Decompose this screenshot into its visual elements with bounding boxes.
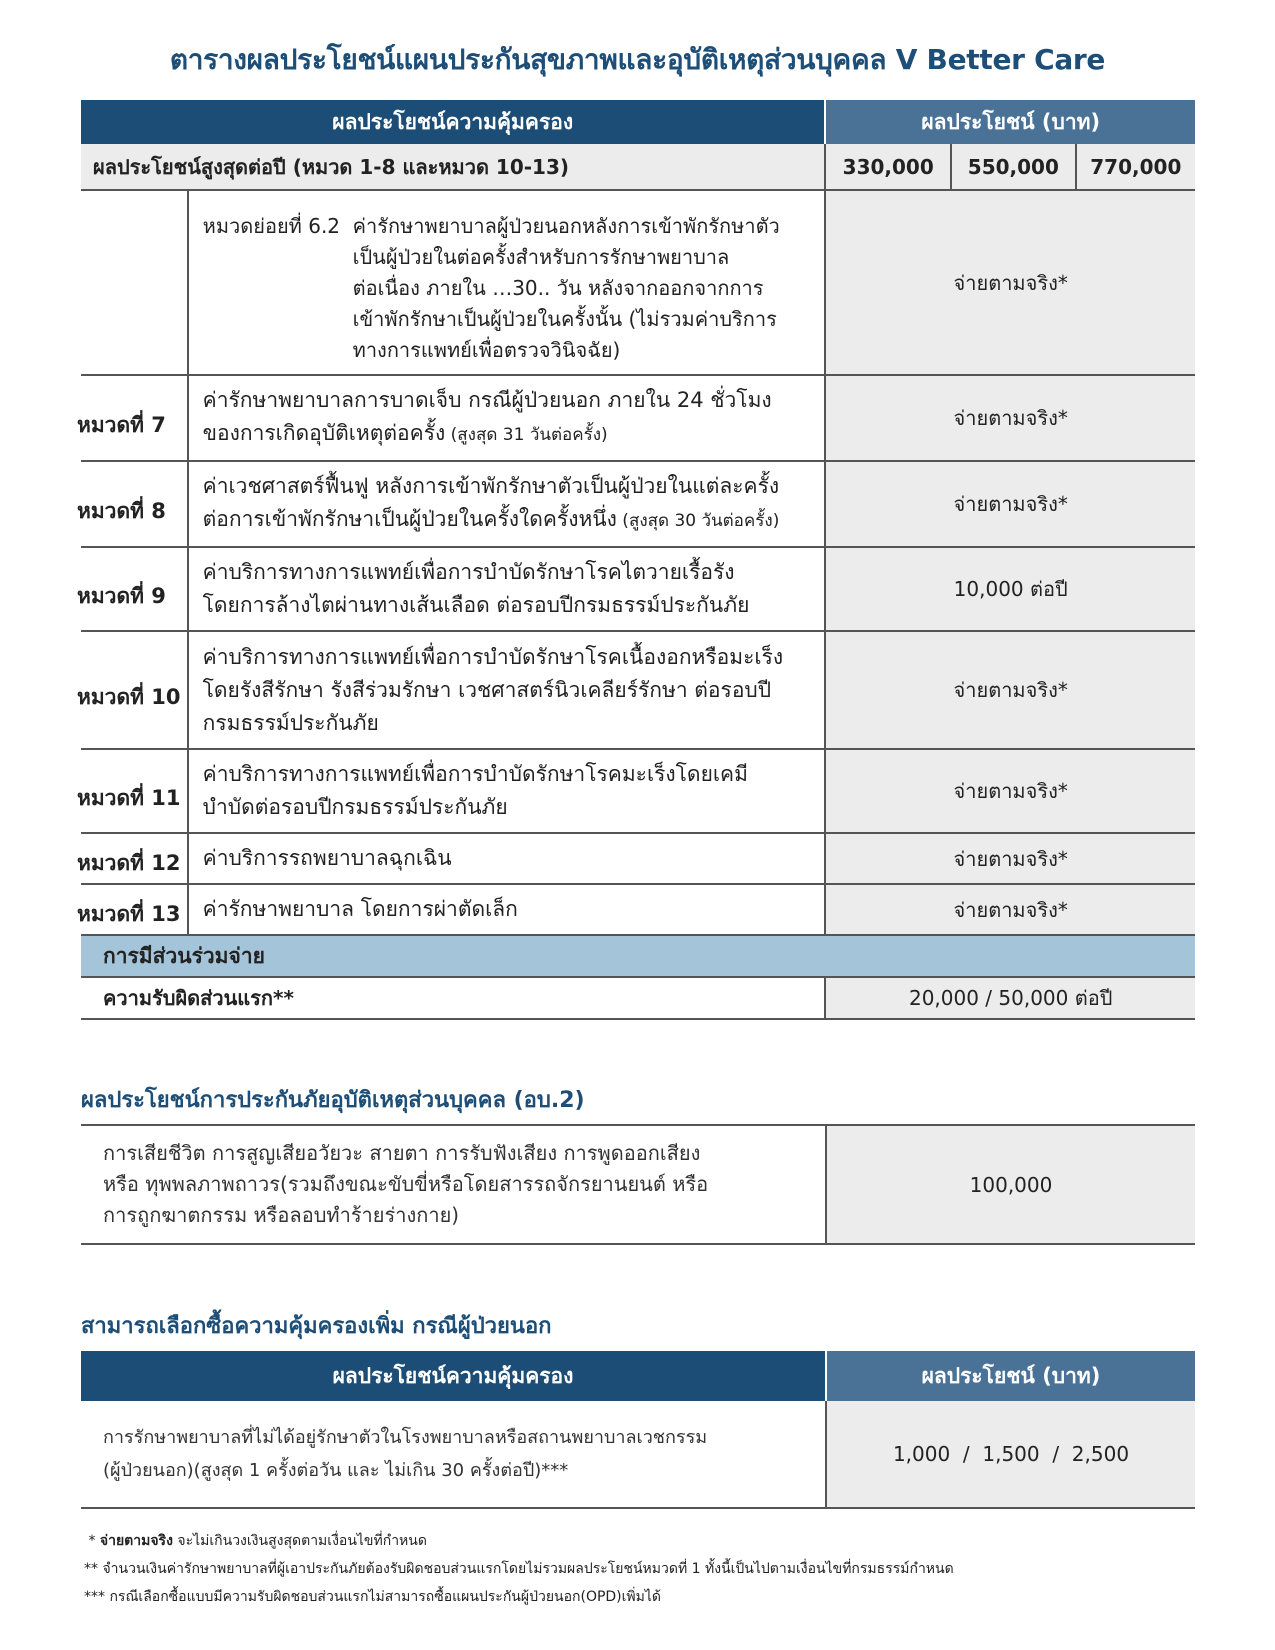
pa-table <box>81 1124 1195 1245</box>
category-label: หมวดที่ 12 <box>77 851 181 875</box>
description-note: (สูงสุด 30 วันต่อครั้ง) <box>616 511 780 531</box>
description-line: ค่าบริการทางการแพทย์เพื่อการบำบัดรักษาโรคไตวายเรื้อรัง <box>202 560 735 584</box>
category-label: หมวดที่ 8 <box>77 498 166 523</box>
benefit-value: จ่ายตามจริง* <box>825 631 1195 749</box>
pa-benefit-value: 100,000 <box>826 1125 1195 1244</box>
benefit-value: จ่ายตามจริง* <box>825 749 1195 833</box>
table-row <box>81 461 1195 547</box>
sub-item-line: ต่อเนื่อง ภายใน …30.. วัน หลังจากออกจากการ <box>352 276 764 300</box>
table-row <box>81 749 1195 833</box>
description-line: ค่าบริการทางการแพทย์เพื่อการบำบัดรักษาโรคมะเร็งโดยเคมี <box>202 762 748 786</box>
description-line: การถูกฆาตกรรม หรือลอบทำร้ายร่างกาย) <box>103 1203 460 1227</box>
footnote: ** จำนวนเงินค่ารักษาพยาบาลที่ผู้เอาประกันภัยต้องรับผิดชอบส่วนแรกโดยไม่รวมผลประโยชน์หมวดที่ 1 ทั้งนี้เป็นไปตามเงื่อนไขที่กรมธรรม์กำหนด <box>84 1561 954 1577</box>
page-title: ตารางผลประโยชน์แผนประกันสุขภาพและอุบัติเหตุส่วนบุคคล V Better Care <box>169 43 1106 76</box>
table-row <box>81 547 1195 631</box>
table-row <box>81 190 1195 375</box>
deductible-row <box>81 977 1195 1019</box>
copay-section-label: การมีส่วนร่วมจ่าย <box>81 935 1195 977</box>
description-note: (สูงสุด 31 วันต่อครั้ง) <box>445 425 608 445</box>
description-line: ต่อการเข้าพักรักษาเป็นผู้ป่วยในครั้งใดครั้งหนึ่ง <box>202 507 617 531</box>
category-label: หมวดที่ 9 <box>77 583 166 608</box>
max-benefit-label: ผลประโยชน์สูงสุดต่อปี (หมวด 1-8 และหมวด 10-13) <box>81 144 825 190</box>
table-row <box>81 1401 1195 1508</box>
deductible-value: 20,000 / 50,000 ต่อปี <box>825 977 1195 1019</box>
footnote-text: จะไม่เกินวงเงินสูงสุดตามเงื่อนไขที่กำหนด <box>172 1533 427 1549</box>
description-line: ของการเกิดอุบัติเหตุต่อครั้ง <box>202 421 446 445</box>
category-label: หมวดที่ 13 <box>77 901 181 926</box>
sub-item-description <box>188 190 826 375</box>
opd-table <box>81 1351 1195 1509</box>
benefit-value: จ่ายตามจริง* <box>825 833 1195 884</box>
coverage-description <box>188 749 826 833</box>
description-line: หรือ ทุพพลภาพถาวร(รวมถึงขณะขับขี่หรือโดยสารรถจักรยานยนต์ หรือ <box>103 1172 709 1196</box>
benefit-value: จ่ายตามจริง* <box>825 375 1195 461</box>
category-label: หมวดที่ 11 <box>77 785 181 810</box>
deductible-label: ความรับผิดส่วนแรก** <box>81 977 825 1019</box>
coverage-description: ค่าบริการรถพยาบาลฉุกเฉิน <box>188 833 826 884</box>
category-label: หมวดที่ 10 <box>77 684 181 709</box>
sub-item-line: ค่ารักษาพยาบาลผู้ป่วยนอกหลังการเข้าพักรักษาตัว <box>352 214 780 238</box>
column-header-benefit: ผลประโยชน์ (บาท) <box>826 1351 1195 1401</box>
benefit-table <box>77 100 1195 1020</box>
table-row <box>81 375 1195 461</box>
category-cell <box>81 190 188 375</box>
column-header-coverage: ผลประโยชน์ความคุ้มครอง <box>81 100 825 144</box>
opd-section-heading: สามารถเลือกซื้อความคุ้มครองเพิ่ม กรณีผู้ป่วยนอก <box>81 1314 552 1339</box>
table-row <box>81 884 1195 935</box>
coverage-description <box>188 631 826 749</box>
category-cell <box>77 833 188 884</box>
description-line: โดยการล้างไตผ่านทางเส้นเลือด ต่อรอบปีกรมธรรม์ประกันภัย <box>202 593 750 617</box>
footnotes <box>84 1527 1194 1611</box>
sub-item-label: หมวดย่อยที่ 6.2 <box>202 214 341 238</box>
sub-item-line: ทางการแพทย์เพื่อตรวจวินิจฉัย) <box>352 338 621 362</box>
description-line: ค่าเวชศาสตร์ฟื้นฟู หลังการเข้าพักรักษาตัวเป็นผู้ป่วยในแต่ละครั้ง <box>202 474 780 498</box>
coverage-description <box>188 375 826 461</box>
coverage-description: ค่ารักษาพยาบาล โดยการผ่าตัดเล็ก <box>188 884 826 935</box>
footnote-mark: * <box>88 1533 96 1549</box>
benefit-value: จ่ายตามจริง* <box>825 190 1195 375</box>
description-line: (ผู้ป่วยนอก)(สูงสุด 1 ครั้งต่อวัน และ ไม่เกิน 30 ครั้งต่อปี)*** <box>103 1460 569 1481</box>
table-row <box>81 631 1195 749</box>
plan-amount: 770,000 <box>1076 144 1195 190</box>
opd-benefit-value: 1,000 / 1,500 / 2,500 <box>826 1401 1195 1508</box>
category-cell <box>77 375 188 461</box>
category-cell <box>77 547 188 631</box>
copay-section-row <box>81 935 1195 977</box>
plan-amount: 550,000 <box>951 144 1076 190</box>
footnote: *** กรณีเลือกซื้อแบบมีความรับผิดชอบส่วนแรกไม่สามารถซื้อแผนประกันผู้ป่วยนอก(OPD)เพิ่มได้ <box>84 1589 662 1605</box>
column-header-benefit: ผลประโยชน์ (บาท) <box>825 100 1195 144</box>
pa-section-heading: ผลประโยชน์การประกันภัยอุบัติเหตุส่วนบุคคล (อบ.2) <box>81 1088 585 1113</box>
sub-item-line: เข้าพักรักษาเป็นผู้ป่วยในครั้งนั้น (ไม่รวมค่าบริการ <box>352 307 777 331</box>
footnote <box>84 1527 1194 1555</box>
description-line: การเสียชีวิต การสูญเสียอวัยวะ สายตา การรับฟังเสียง การพูดออกเสียง <box>103 1141 701 1165</box>
footnote-term: จ่ายตามจริง <box>99 1533 173 1549</box>
coverage-description <box>188 461 826 547</box>
category-cell <box>77 884 188 935</box>
coverage-description <box>188 547 826 631</box>
benefit-value: จ่ายตามจริง* <box>825 884 1195 935</box>
category-cell <box>77 461 188 547</box>
plan-amount: 330,000 <box>825 144 951 190</box>
category-label: หมวดที่ 7 <box>77 412 166 437</box>
opd-description <box>81 1401 826 1508</box>
sub-item-line: เป็นผู้ป่วยในต่อครั้งสำหรับการรักษาพยาบาล <box>352 245 730 269</box>
description-line: ค่าบริการทางการแพทย์เพื่อการบำบัดรักษาโรคเนื้องอกหรือมะเร็ง <box>202 644 784 669</box>
description-line: โดยรังสีรักษา รังสีร่วมรักษา เวชศาสตร์นิวเคลียร์รักษา ต่อรอบปี <box>202 677 772 702</box>
benefit-value: 10,000 ต่อปี <box>825 547 1195 631</box>
benefit-value: จ่ายตามจริง* <box>825 461 1195 547</box>
category-cell <box>77 749 188 833</box>
description-line: การรักษาพยาบาลที่ไม่ได้อยู่รักษาตัวในโรงพยาบาลหรือสถานพยาบาลเวชกรรม <box>103 1427 708 1448</box>
table-row <box>81 1125 1195 1244</box>
description-line: ค่ารักษาพยาบาลการบาดเจ็บ กรณีผู้ป่วยนอก ภายใน 24 ชั่วโมง <box>202 388 772 412</box>
pa-description <box>81 1125 826 1244</box>
description-line: กรมธรรม์ประกันภัย <box>202 710 379 735</box>
table-row <box>81 833 1195 884</box>
column-header-coverage: ผลประโยชน์ความคุ้มครอง <box>81 1351 826 1401</box>
description-line: บำบัดต่อรอบปีกรมธรรม์ประกันภัย <box>202 795 508 819</box>
category-cell <box>77 631 188 749</box>
